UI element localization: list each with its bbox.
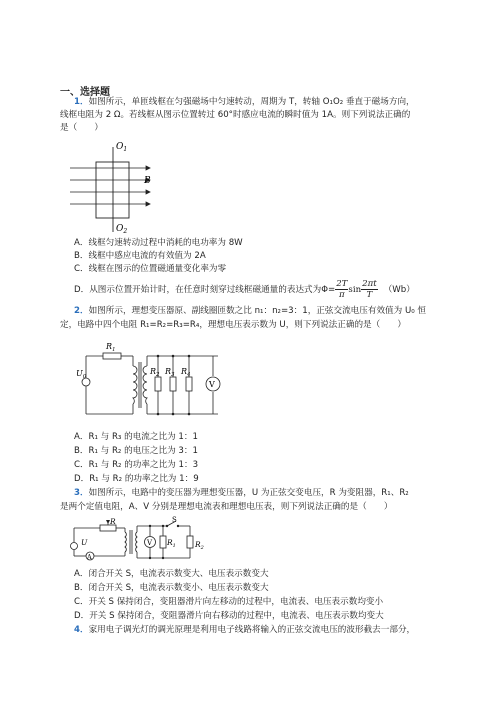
q2-stem-2: 定，电路中四个电阻 R₁=R₂=R₃=R₄，理想电压表示数为 U，则下列说法正确的是（ ） [60, 320, 407, 330]
q1-option-d-unit: （Wb） [383, 285, 415, 295]
q2-number: 2． [74, 306, 89, 316]
q3-option-a: A．闭合开关 S，电流表示数变大、电压表示数变大 [74, 569, 269, 579]
q2-option-b: B．R₁ 与 R₂ 的电压之比为 3：1 [74, 446, 198, 456]
q1-line1 [74, 97, 415, 108]
q2-stem-1: 如图所示，理想变压器原、副线圈匝数之比 n₁：n₂=3：1，正弦交流电压有效值为 U₀ 恒 [88, 306, 427, 316]
q1-stem-1: 如图所示，单匝线框在匀强磁场中匀速转动，周期为 T，转轴 O₁O₂ 垂直于磁场方向， [88, 97, 415, 107]
q1-option-a: A．线框匀速转动过程中消耗的电功率为 8W [74, 238, 243, 248]
q2-fig-label-u0: $U_0$ [76, 369, 87, 380]
q3-fig-label-r2: $R_2$ [195, 540, 204, 551]
q4-line1 [74, 625, 415, 636]
q3-fig-label-a: A [87, 553, 92, 561]
q1-option-d [74, 279, 415, 301]
q1-figure [64, 140, 164, 236]
q2-line1 [74, 306, 426, 317]
q1-option-b: B．线框中感应电流的有效值为 2A [74, 251, 206, 261]
q2-option-a: A．R₁ 与 R₃ 的电流之比为 1：1 [74, 432, 198, 442]
q1-number: 1． [74, 97, 89, 107]
q2-fig-label-r2: $R_2$ [150, 367, 160, 378]
q3-fig-label-s: S [172, 516, 177, 524]
frac2-den: T [366, 290, 373, 300]
q4-stem-1: 家用电子调光灯的调光原理是利用电子线路将输入的正弦交流电压的波形截去一部分， [88, 625, 416, 635]
q3-number: 3． [74, 488, 89, 498]
q1-option-d-text: D．从图示位置开始计时，在任意时刻穿过线框磁通量的表达式为Φ= [74, 285, 336, 295]
frac1-den: π [338, 290, 345, 300]
q2-fig-label-v: V [209, 380, 215, 389]
q3-fig-label-u: U [81, 538, 88, 547]
q1-option-d-frac2 [361, 279, 378, 300]
q3-fig-label-r: R [110, 517, 116, 526]
q1-option-d-sin: sin [348, 285, 362, 295]
q1-stem-2: 线框电阻为 2 Ω。若线框从图示位置转过 60°时感应电流的瞬时值为 1A。则下列说法正确的 [60, 110, 411, 120]
q3-fig-label-r1: $R_1$ [167, 538, 176, 549]
q3-option-d: D．开关 S 保持闭合，变阻器滑片向右移动的过程中，电流表、电压表示数均变大 [74, 611, 384, 621]
q1-fig-label-o1: $O_1$ [116, 142, 128, 153]
q2-fig-label-r3: $R_3$ [165, 367, 175, 378]
q3-fig-label-v: V [147, 539, 153, 547]
q4-number: 4． [74, 625, 89, 635]
frac1-num: 2T [336, 279, 348, 289]
q1-stem-3: 是（ ） [60, 123, 103, 133]
q3-option-c: C．开关 S 保持闭合，变阻器滑片向左移动的过程中，电流表、电压表示数均变小 [74, 597, 384, 607]
q3-stem-2: 是两个定值电阻，A、V 分别是理想电流表和理想电压表，则下列说法正确的是（ ） [60, 502, 393, 512]
q2-option-d: D．R₁ 与 R₂ 的功率之比为 1：9 [74, 474, 199, 484]
q2-option-c: C．R₁ 与 R₂ 的功率之比为 1：3 [74, 460, 199, 470]
q3-line1 [74, 488, 409, 499]
section-title: 一、选择题 [60, 87, 110, 98]
q1-fig-label-o2: $O_2$ [116, 224, 128, 235]
q1-option-d-frac1 [335, 279, 348, 300]
q3-figure [66, 516, 216, 566]
q2-fig-label-r1: $R_1$ [106, 342, 116, 353]
q3-option-b: B．闭合开关 S，电流表示数变小、电压表示数变大 [74, 583, 269, 593]
frac2-num: 2πt [362, 279, 377, 289]
q2-figure [76, 338, 226, 420]
q2-fig-label-r4: $R_4$ [181, 367, 191, 378]
q3-stem-1: 如图所示，电路中的变压器为理想变压器，U 为正弦交变电压，R 为变阻器，R₁、R₂ [88, 488, 409, 498]
q1-option-c: C．线框在图示的位置磁通量变化率为零 [74, 264, 227, 274]
q1-fig-label-b: B [144, 176, 151, 186]
